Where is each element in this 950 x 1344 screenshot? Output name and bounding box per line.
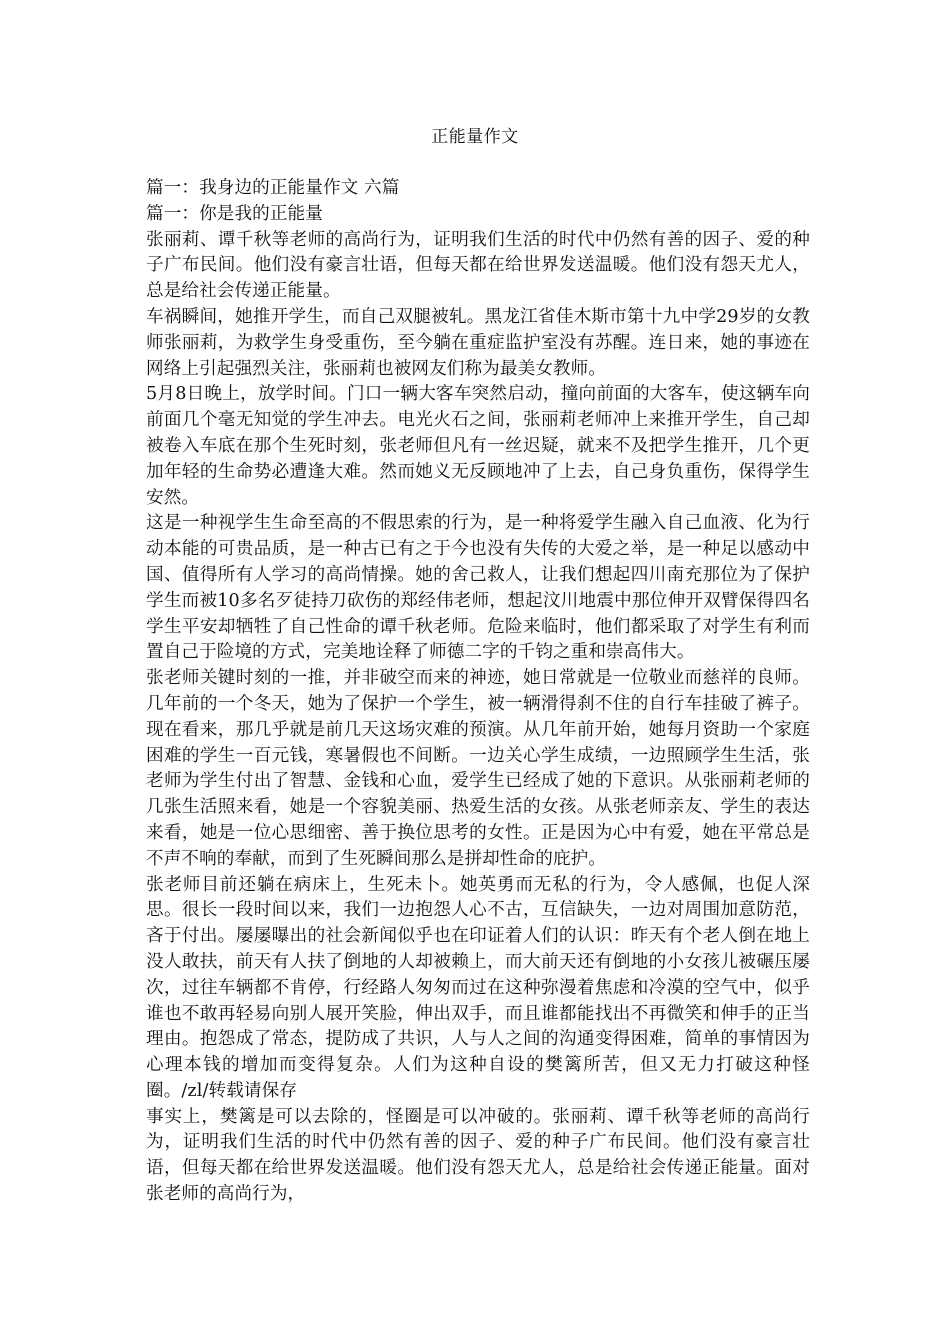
document-title: 正能量作文 — [431, 127, 519, 147]
paragraph-5: 张老师关键时刻的一推，并非破空而来的神迹，她日常就是一位敬业而慈祥的良师。几年前的一个冬天，她为了保护一个学生，被一辆滑得刹不住的自行车挂破了裤子。现在看来，那几乎就是前几天这场灾难的预演。从几年前开始，她每月资助一个家庭困难的学生一百元钱，寒暑假也不间断。一边关心学生成绩，一边照顾学生生活，张老师为学生付出了智慧、金钱和心血，爱学生已经成了她的下意识。从张丽莉老师的几张生活照来看，她是一个容貌美丽、热爱生活的女孩。从张老师亲友、学生的表达来看，她是一位心思细密、善于换位思考的女性。正是因为心中有爱，她在平常总是不声不响的奉献，而到了生死瞬间那么是拼却性命的庇护。 — [146, 668, 810, 869]
paragraph-6: 张老师目前还躺在病床上，生死未卜。她英勇而无私的行为，令人感佩，也促人深思。很长一段时间以来，我们一边抱怨人心不古，互信缺失，一边对周围加意防范，吝于付出。屡屡曝出的社会新闻似乎也在印证着人们的认识：昨天有个老人倒在地上没人敢扶，前天有人扶了倒地的人却被赖上，而大前天还有倒地的小女孩儿被碾压屡次，过往车辆都不肯停，行经路人匆匆而过在这种弥漫着焦虑和冷漠的空气中，似乎谁也不敢再轻易向别人展开笑脸，伸出双手，而且谁都能找出不再微笑和伸手的正当理由。抱怨成了常态，提防成了共识，人与人之间的沟通变得困难，简单的事情因为心理本钱的增加而变得复杂。人们为这种自设的樊篱所苦，但又无力打破这种怪圈。/zl/转载请保存 — [146, 874, 810, 1101]
document-body — [146, 176, 810, 1208]
paragraph-2: 车祸瞬间，她推开学生，而自己双腿被轧。黑龙江省佳木斯市第十九中学29岁的女教师张丽莉，为救学生身受重伤，至今躺在重症监护室没有苏醒。连日来，她的事迹在网络上引起强烈关注，张丽莉也被网友们称为最美女教师。 — [146, 306, 810, 379]
paragraph-7: 事实上，樊篱是可以去除的，怪圈是可以冲破的。张丽莉、谭千秋等老师的高尚行为，证明我们生活的时代中仍然有善的因子、爱的种子广布民间。他们没有豪言壮语，但每天都在给世界发送温暖。他们没有怨天尤人，总是给社会传递正能量。面对张老师的高尚行为， — [146, 1106, 810, 1205]
section-heading-2: 篇一：你是我的正能量 — [146, 203, 323, 224]
paragraph-1: 张丽莉、谭千秋等老师的高尚行为，证明我们生活的时代中仍然有善的因子、爱的种子广布民间。他们没有豪言壮语，但每天都在给世界发送温暖。他们没有怨天尤人，总是给社会传递正能量。 — [146, 229, 810, 302]
paragraph-3: 5月8日晚上，放学时间。门口一辆大客车突然启动，撞向前面的大客车，使这辆车向前面几个毫无知觉的学生冲去。电光火石之间，张丽莉老师冲上来推开学生，自己却被卷入车底在那个生死时刻，张老师但凡有一丝迟疑，就来不及把学生推开，几个更加年轻的生命势必遭逢大难。然而她义无反顾地冲了上去，自己身负重伤，保得学生安然。 — [146, 384, 810, 508]
section-heading-1: 篇一：我身边的正能量作文 六篇 — [146, 178, 400, 198]
paragraph-4: 这是一种视学生生命至高的不假思索的行为，是一种将爱学生融入自己血液、化为行动本能的可贵品质，是一种古已有之于今也没有失传的大爱之举，是一种足以感动中国、值得所有人学习的高尚情操。她的舍己救人，让我们想起四川南充那位为了保护学生而被10多名歹徒持刀砍伤的郑经伟老师，想起汶川地震中那位伸开双臂保得四名学生平安却牺牲了自己性命的谭千秋老师。危险来临时，他们都采取了对学生有利而置自己于险境的方式，完美地诠释了师德二字的千钧之重和崇高伟大。 — [146, 513, 810, 663]
